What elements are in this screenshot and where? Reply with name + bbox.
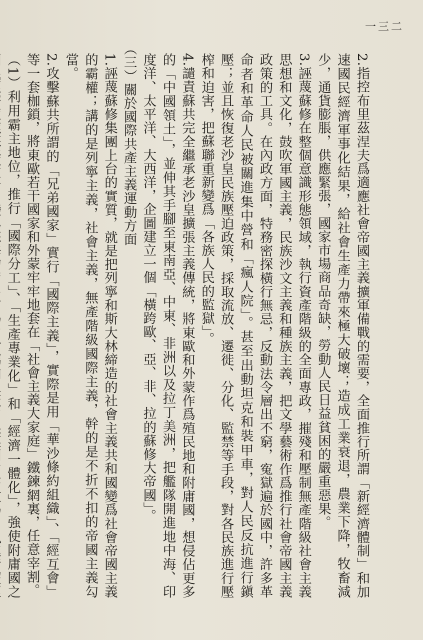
section-heading-international-movement: （三）關於國際共產主義運動方面 [121, 41, 137, 246]
vertical-text-body [4, 38, 371, 598]
paragraph-hegemony: 1.誣蔑蘇修集團上台的實質，就是把列寧和斯大林締造的社會主義共和國變爲社會帝國主義的霸權；講的是列寧主義，社會主義，無產階級國際主義，幹的是不折不扣的帝國主義勾當。 [62, 52, 117, 598]
paragraph-fraternal-states: 2.攻擊蘇共所謂的「兄弟國家」實行「國際主義」，實際是用「華沙條約組織」、「經互會」等一套枷鎖，將東歐若干國家和外蒙牢牢地套在「社會主義大家庭」鐵鍊網裏，任意宰割。 [24, 52, 59, 598]
paragraph-expansion: 4.譴責蘇共完全繼承老沙皇擴張主義傳統，將東歐和外蒙作爲殖民地和附庸國，想侵佔更多的「中國領土」，並伸其手腳至東南亞、中東、非洲以及拉丁美洲，把艦隊開進地中海、印度洋、太平洋、大西洋，企圖建立一個「橫跨歐、亞、非、拉的蘇修大帝國」。 [140, 52, 195, 598]
subitem-economic-integration: （1）利用霸主地位，推行「國際分工」、「生產專業化」和「經濟一體化」，強使附庸國之 [4, 52, 20, 598]
page-number: 一三二 [365, 20, 404, 33]
paragraph-economy: 2.指控布里茲涅夫爲適應社會帝國主義擴軍備戰的需要，全面推行所謂「新經濟體制」和加速國民經濟軍事化結果，給社會生產力帶來極大破壞；造成工業衰退，農業下降，牧畜減少，通貨膨脹，供應緊張，國家市場商品奇缺，勞動人民日益貧困的嚴重惡果。 [315, 52, 369, 598]
paragraph-ideology: 3.誣蔑蘇修在整個意識形態領域，執行資產階級的全面專政，摧殘和壓制無產階級社會主義思想和文化，鼓吹軍國主義，民族沙文主義和種族主義，把文學藝術作爲推行社會帝國主義政策的工具。在內政方面，特務密探橫行無忌，反動法令層出不窮，寃獄遍於國中，許多革命者和革命人民被關進集中營和「瘋人院」。甚至出動坦克和裝甲車，對人民反抗進行鎭壓；並且恢復老沙皇民族壓迫政策，採取流放、遷徙、分化、監禁等手段，對各民族進行壓榨和迫害，把蘇聯重新變爲「各族人民的監獄」。 [198, 52, 311, 598]
